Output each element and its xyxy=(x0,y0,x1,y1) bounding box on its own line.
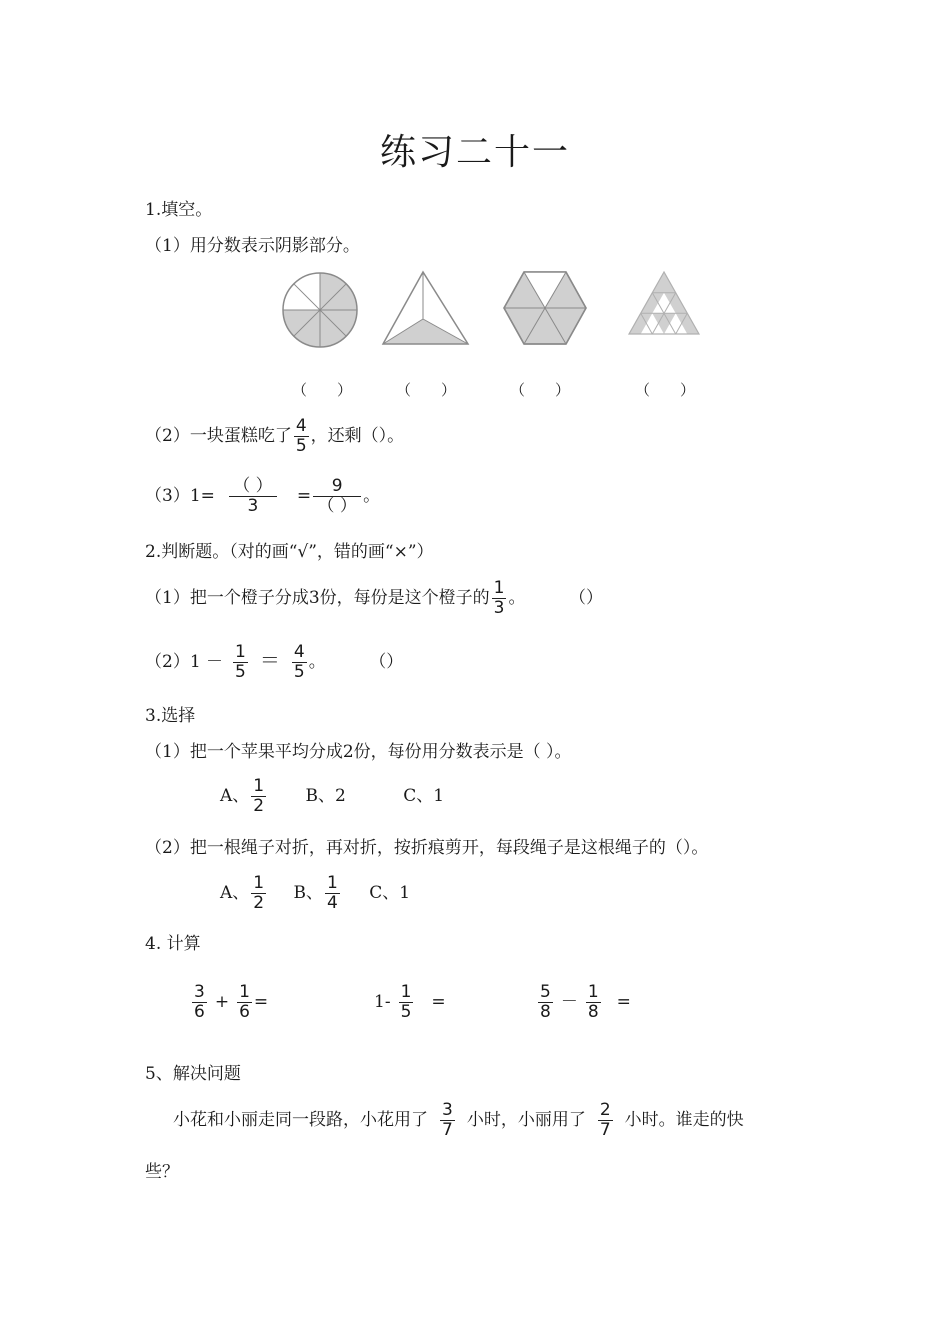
q3-1-options xyxy=(220,776,444,816)
page-title: 练习二十一 xyxy=(379,132,570,173)
section-5-heading: 5、解决问题 xyxy=(145,1064,241,1084)
q1-3-line: （3）1= $\frac{( )}{3}$ = $\frac{9}{( )}$ 。 xyxy=(145,476,381,516)
option-c[interactable]: C、1 xyxy=(403,786,445,806)
fraction-4-5b: $\frac{4}{5}$ xyxy=(293,642,305,682)
answer-blank-4[interactable]: （ ） xyxy=(635,381,696,399)
circle-figure xyxy=(280,270,360,350)
option-a[interactable]: A、 $\frac{1}{2}$ xyxy=(220,776,265,816)
section-3-heading: 3.选择 xyxy=(145,706,196,726)
answer-blank-2[interactable]: （ ） xyxy=(396,381,457,399)
fraction-9-blank: $\frac{9}{( )}$ xyxy=(313,477,361,516)
fraction-4-5: $\frac{4}{5}$ xyxy=(295,416,307,456)
section-4-heading: 4. 计算 xyxy=(145,934,201,954)
q3-2-text: （2）把一根绳子对折，再对折，按折痕剪开，每段绳子是这根绳子的（）。 xyxy=(145,838,709,858)
calc-1: $\frac{3}{6}$ + $\frac{1}{6}$ = xyxy=(194,982,269,1022)
section-1-heading: 1.填空。 xyxy=(145,200,213,220)
q3-2-options xyxy=(220,873,410,913)
fraction-1-3: $\frac{1}{3}$ xyxy=(493,578,505,618)
triangle-figure xyxy=(378,266,473,348)
judge-blank-2[interactable]: （） xyxy=(377,652,404,672)
problem-line-2: 些？ xyxy=(145,1162,179,1182)
hexagon-figure xyxy=(500,268,590,350)
triangle-grid-figure xyxy=(624,268,704,340)
option-c[interactable]: C、1 xyxy=(369,883,411,903)
judge-blank-1[interactable]: （） xyxy=(577,588,603,608)
q3-1-text: （1）把一个苹果平均分成2份，每份用分数表示是（ ）。 xyxy=(145,742,572,762)
calc-3: $\frac{5}{8}$ － $\frac{1}{8}$ = xyxy=(540,982,631,1022)
q1-2-line: （2）一块蛋糕吃了 $\frac{4}{5}$ ，还剩（）。 xyxy=(145,416,405,456)
section-2-heading: 2.判断题。（对的画“√”，错的画“×”） xyxy=(145,542,434,562)
answer-blank-1[interactable]: （ ） xyxy=(292,381,353,399)
q2-1-line: （1）把一个橙子分成3份，每份是这个橙子的 $\frac{1}{3}$ 。 （） xyxy=(145,578,603,618)
q1-1-text: （1）用分数表示阴影部分。 xyxy=(145,236,360,256)
q2-2-line: （2）1 － $\frac{1}{5}$ ＝ $\frac{4}{5}$ 。 （） xyxy=(145,642,404,682)
calc-2: 1- $\frac{1}{5}$ = xyxy=(374,982,446,1022)
option-a[interactable]: A、 $\frac{1}{2}$ xyxy=(220,873,265,913)
option-b[interactable]: B、2 xyxy=(305,786,346,806)
fraction-blank-3: $\frac{( )}{3}$ xyxy=(229,477,277,516)
answer-blank-3[interactable]: （ ） xyxy=(510,381,571,399)
problem-line: 小花和小丽走同一段路，小花用了 $\frac{3}{7}$ 小时，小丽用了 $\frac{2}{7}$ 小时。谁走的快 xyxy=(173,1100,744,1140)
option-b[interactable]: B、 $\frac{1}{4}$ xyxy=(293,873,338,913)
fraction-1-5: $\frac{1}{5}$ xyxy=(235,642,246,682)
